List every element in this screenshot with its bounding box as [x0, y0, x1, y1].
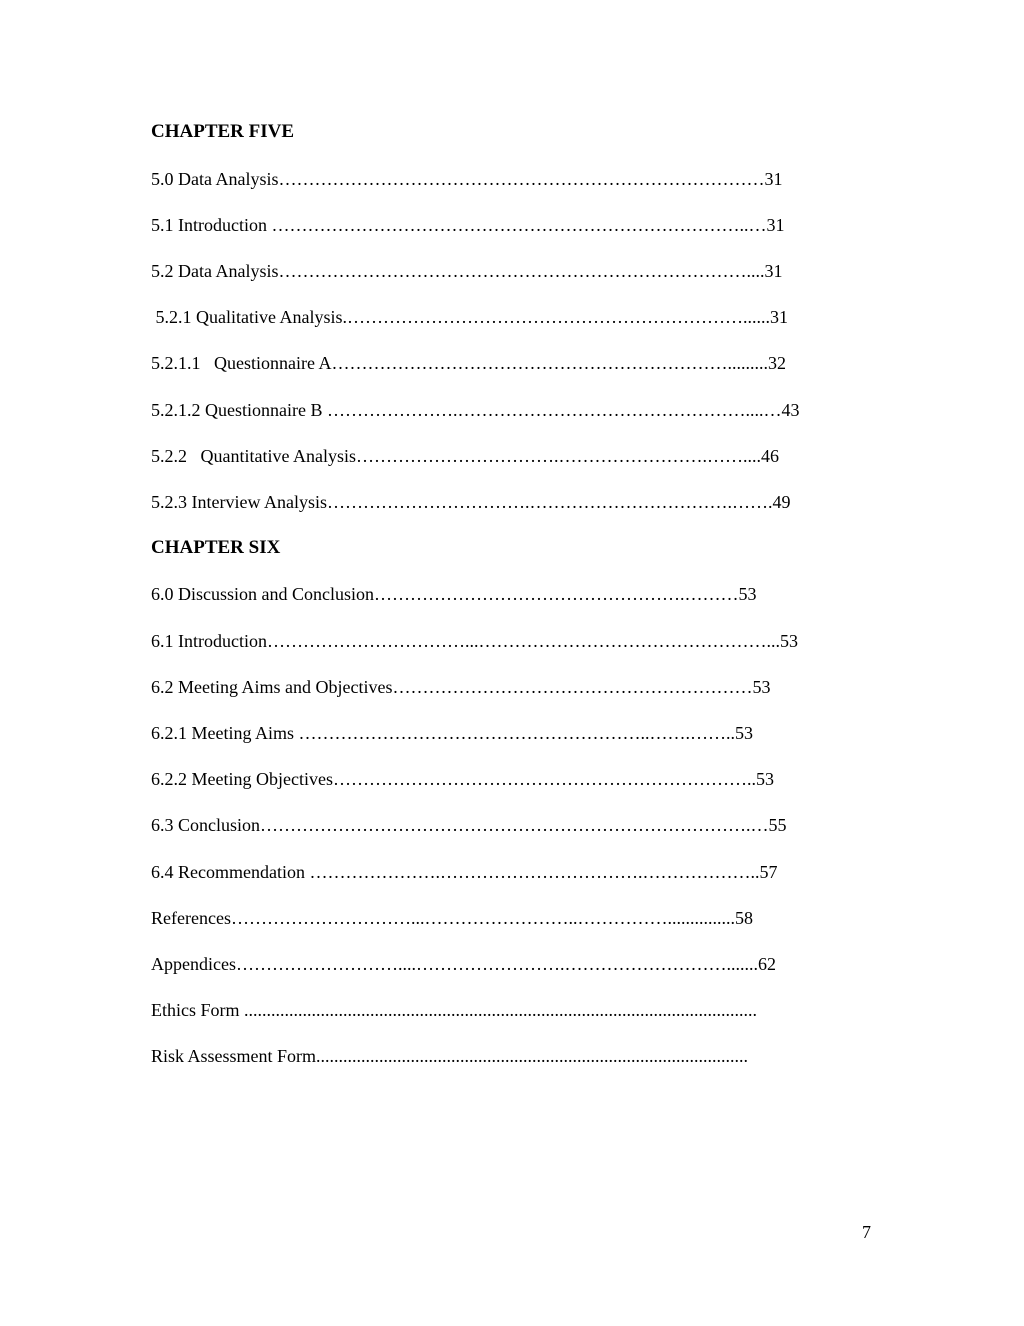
toc-entry[interactable]: 6.3 Conclusion……………………………………………………………………….…55 [151, 815, 787, 835]
toc-entry[interactable]: References…………………………...……………………..……………...............58 [151, 908, 753, 928]
toc-entry[interactable]: 6.2.2 Meeting Objectives……………………………………………………………..53 [151, 769, 774, 789]
toc-entry[interactable]: 5.2.3 Interview Analysis…………………………….…………………………….…….49 [151, 492, 791, 512]
chapter-six-heading: CHAPTER SIX [151, 537, 281, 558]
toc-entry[interactable]: 5.2.1.1 Questionnaire A………………………………………………………….........32 [151, 353, 786, 373]
toc-entry[interactable]: 5.2.2 Quantitative Analysis…………………………….…………………….……....46 [151, 446, 779, 466]
toc-entry[interactable]: 6.2 Meeting Aims and Objectives……………………………………………………53 [151, 677, 771, 697]
toc-entry[interactable]: 5.2.1 Qualitative Analysis.…………………………………………………………......31 [151, 307, 788, 327]
toc-entry[interactable]: Appendices………………………....…………………….……………………….......62 [151, 954, 776, 974]
toc-entry[interactable]: 5.1 Introduction ……………………………………………………………………..…31 [151, 215, 785, 235]
toc-entry[interactable]: 6.1 Introduction……………………………...…………………………………………...53 [151, 631, 798, 651]
toc-entry[interactable]: 5.0 Data Analysis………………………………………………………………………31 [151, 169, 783, 189]
chapter-five-heading: CHAPTER FIVE [151, 121, 295, 142]
toc-entry[interactable]: 6.0 Discussion and Conclusion…………………………………………….………53 [151, 584, 757, 604]
toc-entry[interactable]: 6.4 Recommendation ………………….…………………………….………………..57 [151, 862, 778, 882]
toc-entry[interactable]: 6.2.1 Meeting Aims …………………………………………………..…….……..53 [151, 723, 753, 743]
toc-entry[interactable]: Risk Assessment Form................................................................................................ [151, 1046, 749, 1066]
page-number: 7 [862, 1222, 871, 1242]
toc-entry[interactable]: 5.2 Data Analysis……………………………………………………………………....31 [151, 261, 783, 281]
toc-entry[interactable]: Ethics Form .................................................................................................................. [151, 1000, 757, 1020]
toc-entry[interactable]: 5.2.1.2 Questionnaire B ………………….…………………………………………....…43 [151, 400, 800, 420]
